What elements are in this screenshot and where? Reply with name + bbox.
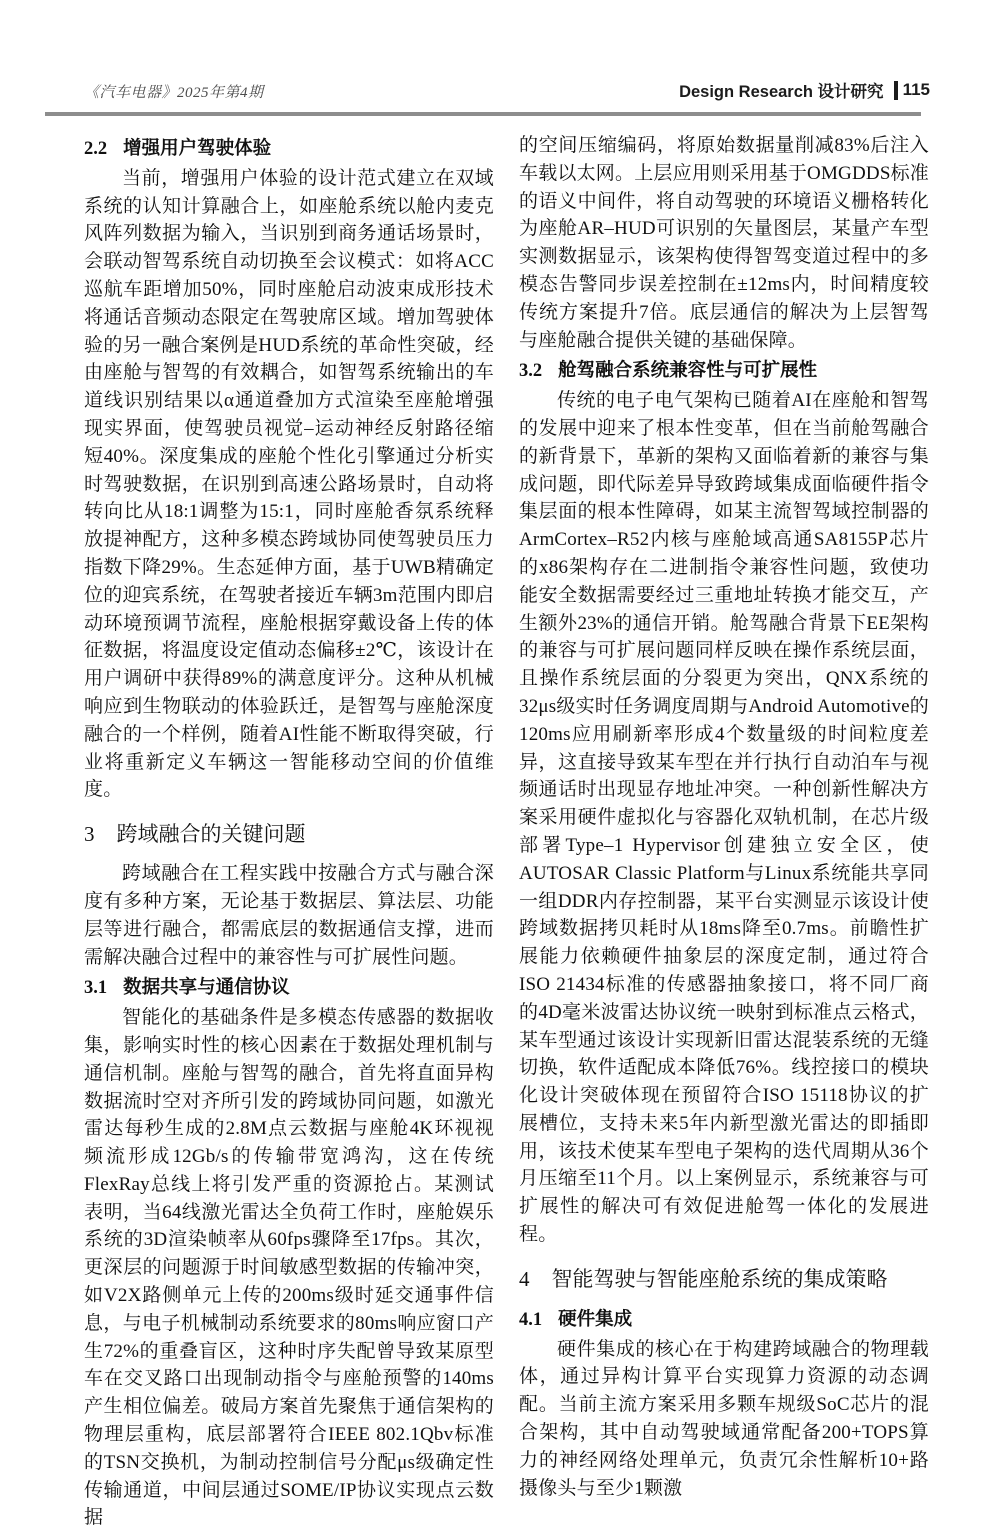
section-number: 4: [519, 1266, 530, 1291]
section-heading-2.2: [84, 134, 494, 164]
section-title: 增强用户驾驶体验: [123, 137, 272, 158]
article-body: [84, 132, 930, 1532]
page-number: 115: [902, 80, 930, 99]
section-number: 2.2: [84, 139, 108, 159]
section-number: 4.1: [519, 1309, 543, 1330]
paragraph: 跨域融合在工程实践中按融合方式与融合深度有多种方案，无论基于数据层、算法层、功能层等进行融合，都需底层的数据通信支撑，进而需解决融合过程中的兼容性与可扩展性问题。: [84, 863, 494, 968]
section-heading-4: [519, 1265, 929, 1293]
column-section-label: Design Research 设计研究: [679, 83, 884, 101]
section-heading-3: [84, 820, 494, 848]
section-title: 硬件集成: [558, 1307, 633, 1329]
section-heading-3.1: [84, 973, 494, 1003]
section-heading-3.2: [519, 356, 929, 386]
column-left: [84, 132, 494, 1532]
column-right: [519, 132, 929, 1532]
section-number: 3.2: [519, 361, 543, 382]
section-title: 跨域融合的关键问题: [116, 822, 306, 847]
section-title: 智能驾驶与智能座舱系统的集成策略: [551, 1266, 888, 1291]
section-number: 3.1: [84, 978, 108, 999]
page-number-divider-bar: [894, 81, 898, 100]
section-heading-4.1: [519, 1305, 929, 1335]
section-title: 舱驾融合系统兼容性与可扩展性: [558, 359, 818, 381]
paragraph: 的空间压缩编码，将原始数据量削减83%后注入车载以太网。上层应用则采用基于OMGDDS标准的语义中间件，将自动驾驶的环境语义栅格转化为座舱AR–HUD可识别的矢量图层，某量产车型实测数据显示，该架构使得智驾变道过程中的多模态告警同步误差控制在±12ms内，时间精度较传统方案提升7倍。底层通信的解决为上层智驾与座舱融合提供关键的基础保障。: [519, 135, 929, 351]
header-right: [679, 78, 930, 102]
paragraph: 传统的电子电气架构已随着AI在座舱和智驾的发展中迎来了根本性变革，但在当前舱驾融合的新背景下，革新的架构又面临着新的兼容与集成问题，即代际差异导致跨域集成面临硬件指令集层面的根本性障碍，如某主流智驾域控制器的ArmCortex–R52内核与座舱域高通SA8155P芯片的x86架构存在二进制指令兼容性问题，致使功能安全数据需要经过三重地址转换才能交互，产生额外23%的通信开销。舱驾融合背景下EE架构的兼容与可扩展问题同样反映在操作系统层面，且操作系统层面的分裂更为突出，QNX系统的32μs级实时任务调度周期与Android Automotive的120ms应用刷新率形成4个数量级的时间粒度差异，这直接导致某车型在并行执行自动泊车与视频通话时出现显存地址冲突。一种创新性解决方案采用硬件虚拟化与容器化双轨机制，在芯片级部署Type–1 Hypervisor创建独立安全区，使AUTOSAR Classic Platform与Linux系统能共享同一组DDR内存控制器，某平台实测显示该设计使跨域数据拷贝耗时从18ms降至0.7ms。前瞻性扩展能力依赖硬件抽象层的深度定制，通过符合ISO 21434标准的传感器抽象接口，将不同厂商的4D毫米波雷达协议统一映射到标准点云格式，某车型通过该设计实现新旧雷达混装系统的无缝切换，软件适配成本降低76%。线控接口的模块化设计突破体现在预留符合ISO 15118协议的扩展槽位，支持未来5年内新型激光雷达的即插即用，该技术使某车型电子架构的迭代周期从36个月压缩至11个月。以上案例显示，系统兼容与可扩展性的解决可有效促进舱驾一体化的发展进程。: [519, 390, 929, 1246]
running-header: [84, 78, 930, 112]
section-title: 数据共享与通信协议: [123, 976, 290, 998]
paragraph: 硬件集成的核心在于构建跨域融合的物理载体，通过异构计算平台实现算力资源的动态调配。当前主流方案采用多颗车规级SoC芯片的混合架构，其中自动驾驶域通常配备200+TOPS算力的神经网络处理单元，负责冗余性解析10+路摄像头与至少1颗激: [519, 1338, 929, 1499]
journal-title: 《汽车电器》2025年第4期: [84, 85, 264, 101]
paragraph: 智能化的基础条件是多模态传感器的数据收集，影响实时性的核心因素在于数据处理机制与通信机制。座舱与智驾的融合，首先将直面异构数据流时空对齐所引发的跨域协同问题，如激光雷达每秒生成的2.8M点云数据与座舱4K环视视频流形成12Gb/s的传输带宽鸿沟，这在传统FlexRay总线上将引发严重的资源抢占。某测试表明，当64线激光雷达全负荷工作时，座舱娱乐系统的3D渲染帧率从60fps骤降至17fps。其次，更深层的问题源于时间敏感型数据的传输冲突，如V2X路侧单元上传的200ms级时延交通事件信息，与电子机械制动系统要求的80ms响应窗口产生72%的重叠盲区，这种时序失配曾导致某原型车在交叉路口出现制动指令与座舱预警的140ms产生相位偏差。破局方案首先聚焦于通信架构的物理层重构，底层部署符合IEEE 802.1Qbv标准的TSN交换机，为制动控制信号分配μs级确定性传输通道，中间层通过SOME/IP协议实现点云数据: [84, 1007, 494, 1529]
section-number: 3: [84, 822, 95, 847]
header-rule: [45, 112, 921, 116]
paragraph: 当前，增强用户体验的设计范式建立在双域系统的认知计算融合上，如座舱系统以舱内麦克风阵列数据为输入，当识别到商务通话场景时，会联动智驾系统自动切换至会议模式：如将ACC巡航车距增加50%，同时座舱启动波束成形技术将通话音频动态限定在驾驶席区域。增加驾驶体验的另一融合案例是HUD系统的革命性突破，经由座舱与智驾的有效耦合，如智驾系统输出的车道线识别结果以α通道叠加方式渲染至座舱增强现实界面，使驾驶员视觉–运动神经反射路径缩短40%。深度集成的座舱个性化引擎通过分析实时驾驶数据，在识别到高速公路场景时，自动将转向比从18:1调整为15:1，同时座舱香氛系统释放提神配方，这种多模态跨域协同使驾驶员压力指数下降29%。生态延伸方面，基于UWB精确定位的迎宾系统，在驾驶者接近车辆3m范围内即启动环境预调节流程，座舱根据穿戴设备上传的体征数据，将温度设定值动态偏移±2℃，该设计在用户调研中获得89%的满意度评分。这种从机械响应到生物联动的体验跃迁，是智驾与座舱深度融合的一个样例，随着AI性能不断取得突破，行业将重新定义车辆这一智能移动空间的价值维度。: [84, 167, 494, 801]
